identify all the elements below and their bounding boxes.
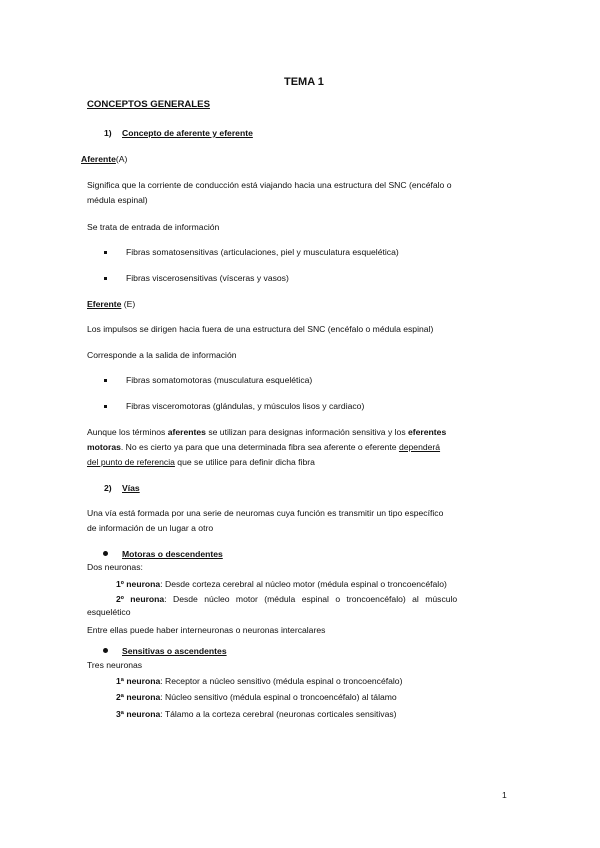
para-text: Aunque los términos — [87, 427, 168, 437]
eferente-term: Eferente — [87, 299, 122, 309]
page-title: TEMA 1 — [284, 76, 324, 88]
vias-desc-line2: de información de un lugar a otro — [87, 523, 214, 533]
neuron-label: 1º neurona — [116, 579, 161, 589]
neuron-label: 3ª neurona — [116, 709, 161, 719]
motoras-heading: Motoras o descendentes — [122, 549, 223, 559]
para-text: . No es cierto ya para que una determinada fibra sea aferente o eferente — [120, 442, 399, 452]
para-bold-motoras: motoras — [87, 442, 121, 452]
motoras-note: Entre ellas puede haber interneuronas o neuronas intercalares — [87, 625, 326, 635]
eferente-exit-text: Corresponde a la salida de información — [87, 350, 237, 360]
neuron-label: 2º neurona — [116, 594, 165, 604]
eferente-desc: Los impulsos se dirigen hacia fuera de una estructura del SNC (encéfalo o médula espinal) — [87, 324, 434, 334]
neuron-text: : Tálamo a la corteza cerebral (neuronas corticales sensitivas) — [160, 709, 397, 719]
paragraph-line-1 — [87, 426, 446, 438]
paragraph-line-3 — [87, 456, 315, 468]
para-bold-aferentes: aferentes — [167, 427, 206, 437]
neuron-label: 2ª neurona — [116, 692, 161, 702]
eferente-item-1: Fibras somatomotoras (musculatura esquelética) — [126, 375, 313, 385]
neuron-text: : Desde corteza cerebral al núcleo motor (médula espinal o troncoencéfalo) — [160, 579, 447, 589]
page-number: 1 — [502, 790, 507, 800]
para-text: que se utilice para definir dicha fibra — [174, 457, 315, 467]
subsection-2-title: Vías — [122, 483, 140, 493]
square-bullet-icon — [104, 251, 107, 254]
para-underline-referencia: del punto de referencia — [87, 457, 175, 467]
aferente-desc-line1: Significa que la corriente de conducción está viajando hacia una estructura del SNC (encéfalo o — [87, 180, 452, 190]
motoras-neuron-2 — [116, 593, 457, 605]
neuron-text: : Receptor a núcleo sensitivo (médula espinal o troncoencéfalo) — [160, 676, 403, 686]
subsection-1-title: Concepto de aferente y eferente — [122, 128, 253, 138]
aferente-entry-text: Se trata de entrada de información — [87, 222, 220, 232]
sensitivas-heading: Sensitivas o ascendentes — [122, 646, 227, 656]
aferente-term: Aferente — [81, 154, 116, 164]
square-bullet-icon — [104, 405, 107, 408]
eferente-heading — [87, 298, 135, 310]
aferente-item-2: Fibras viscerosensitivas (vísceras y vasos) — [126, 273, 289, 283]
eferente-abbr: (E) — [123, 299, 136, 309]
square-bullet-icon — [104, 379, 107, 382]
aferente-heading — [81, 153, 127, 165]
motoras-neuron-2-cont: esquelético — [87, 607, 131, 617]
vias-desc-line1: Una vía está formada por una serie de neuromas cuya función es transmitir un tipo específico — [87, 508, 444, 518]
sensitivas-neuron-1 — [116, 675, 402, 687]
aferente-item-1: Fibras somatosensitivas (articulaciones, piel y musculatura esquelética) — [126, 247, 399, 257]
sensitivas-neuron-2 — [116, 691, 397, 703]
paragraph-line-2 — [87, 441, 440, 453]
subsection-2-number: 2) — [104, 483, 112, 493]
para-bold-eferentes: eferentes — [408, 427, 447, 437]
neuron-text: : Núcleo sensitivo (médula espinal o troncoencéfalo) al tálamo — [160, 692, 397, 702]
eferente-item-2: Fibras visceromotoras (glándulas, y músculos lisos y cardiaco) — [126, 401, 365, 411]
aferente-desc-line2: médula espinal) — [87, 195, 148, 205]
para-text: se utilizan para designas información sensitiva y los — [205, 427, 409, 437]
aferente-abbr: (A) — [115, 154, 128, 164]
section-heading: CONCEPTOS GENERALES — [87, 99, 210, 110]
sensitivas-count: Tres neuronas — [87, 660, 143, 670]
neuron-text: : Desde núcleo motor (médula espinal o troncoencéfalo) al músculo — [164, 594, 458, 604]
motoras-neuron-1 — [116, 578, 447, 590]
square-bullet-icon — [104, 277, 107, 280]
sensitivas-neuron-3 — [116, 708, 397, 720]
subsection-1-number: 1) — [104, 128, 112, 138]
round-bullet-icon — [103, 648, 108, 653]
motoras-count: Dos neuronas: — [87, 562, 143, 572]
para-underline-dependera: dependerá — [398, 442, 441, 452]
round-bullet-icon — [103, 551, 108, 556]
neuron-label: 1ª neurona — [116, 676, 161, 686]
